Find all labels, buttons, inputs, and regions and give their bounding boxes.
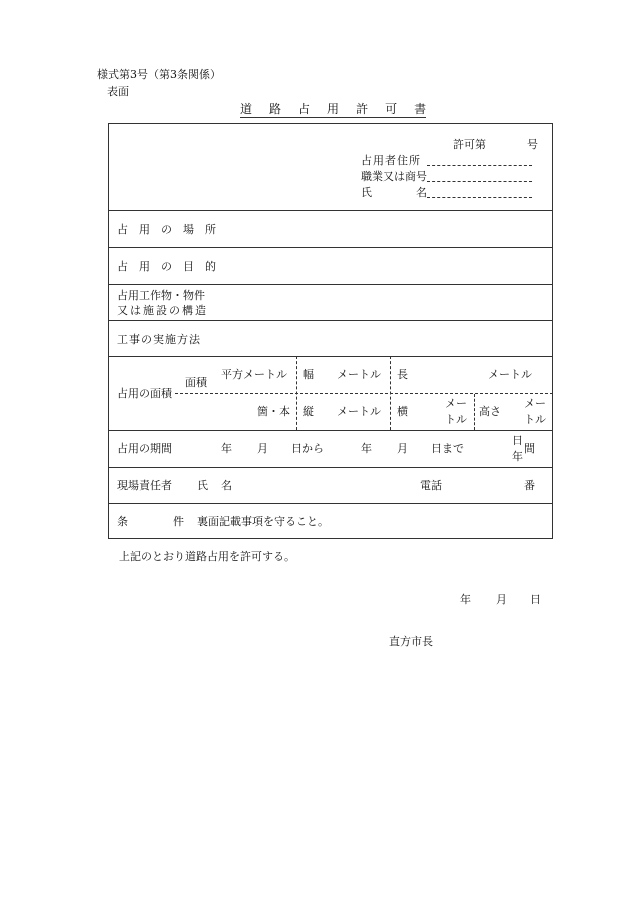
row-divider: [109, 356, 552, 357]
row-divider: [109, 210, 552, 211]
area-meter-4a: メー: [445, 397, 467, 410]
period-label: 占用の期間: [117, 442, 172, 455]
period-year-1: 年: [221, 442, 232, 455]
name-label-1: 氏: [361, 186, 372, 199]
period-until: 日まで: [431, 442, 464, 455]
area-length: 長: [397, 368, 408, 381]
period-from: 日から: [291, 442, 324, 455]
occupation-field[interactable]: [427, 171, 532, 184]
period-year-2: 年: [361, 442, 372, 455]
structure-label-line1: 占用工作物・物件: [117, 289, 205, 302]
area-meter-5a: メー: [524, 397, 546, 410]
area-menseki: 面積: [185, 376, 207, 389]
title-char: 占: [298, 102, 311, 116]
area-meter-1: メートル: [337, 368, 381, 381]
title-char: 路: [269, 102, 282, 116]
permit-number-label: 許可第: [453, 138, 486, 151]
structure-label-line2: 又は施設の構造: [117, 304, 208, 317]
period-month-1: 月: [257, 442, 268, 455]
supervisor-label: 現場責任者: [117, 479, 172, 492]
row-divider: [109, 247, 552, 248]
title-char: 許: [356, 102, 369, 116]
title-char: 道: [240, 102, 253, 116]
area-meter-3: メートル: [337, 405, 381, 418]
conditions-label-2: 件: [173, 515, 184, 528]
area-meter-2: メートル: [488, 368, 532, 381]
period-month-2: 月: [397, 442, 408, 455]
area-label: 占用の面積: [117, 387, 172, 400]
supervisor-name-1: 氏: [197, 479, 208, 492]
method-label: 工事の実施方法: [117, 333, 201, 346]
permit-statement: 上記のとおり道路占用を許可する。: [119, 550, 295, 563]
row-divider: [109, 430, 552, 431]
date-day: 日: [530, 593, 541, 606]
permit-form: [108, 123, 553, 539]
area-meter-4b: トル: [445, 413, 467, 426]
issuer: 直方市長: [389, 635, 433, 648]
address-field[interactable]: [427, 155, 532, 168]
period-days-a: 日: [512, 434, 523, 447]
title-char: 書: [414, 102, 427, 116]
form-number: 様式第3号（第3条関係）: [97, 68, 221, 81]
area-col-divider: [296, 356, 297, 430]
area-divider: [175, 393, 553, 394]
supervisor-phone: 電話: [420, 479, 442, 492]
area-height: 高さ: [479, 405, 501, 418]
permit-number-suffix: 号: [527, 138, 538, 151]
area-count: 箇・本: [257, 405, 290, 418]
area-horizontal: 横: [397, 405, 408, 418]
conditions-label-1: 条: [117, 515, 128, 528]
conditions-text: 裏面記載事項を守ること。: [197, 515, 329, 528]
document-title: [240, 103, 426, 118]
date-year: 年: [460, 593, 471, 606]
period-years: 年: [512, 450, 523, 463]
title-char: 用: [327, 102, 340, 116]
title-char: 可: [385, 102, 398, 116]
side-label: 表面: [107, 85, 129, 98]
date-month: 月: [496, 593, 507, 606]
area-meter-5b: トル: [524, 413, 546, 426]
supervisor-phone-suffix: 番: [524, 479, 535, 492]
row-divider: [109, 284, 552, 285]
area-width: 幅: [303, 368, 314, 381]
row-divider: [109, 503, 552, 504]
area-col-divider: [474, 394, 475, 430]
occupation-label: 職業又は商号: [361, 170, 427, 183]
period-days-b: 間: [524, 442, 535, 455]
area-col-divider: [390, 356, 391, 430]
name-field[interactable]: [427, 187, 532, 200]
supervisor-name-2: 名: [221, 479, 232, 492]
name-label-2: 名: [416, 186, 427, 199]
area-sqm: 平方メートル: [221, 368, 287, 381]
address-label: 占用者住所: [361, 154, 421, 167]
row-divider: [109, 320, 552, 321]
row-divider: [109, 467, 552, 468]
location-label: 占 用 の 場 所: [117, 223, 216, 236]
area-vertical: 縦: [303, 405, 314, 418]
purpose-label: 占 用 の 目 的: [117, 260, 216, 273]
